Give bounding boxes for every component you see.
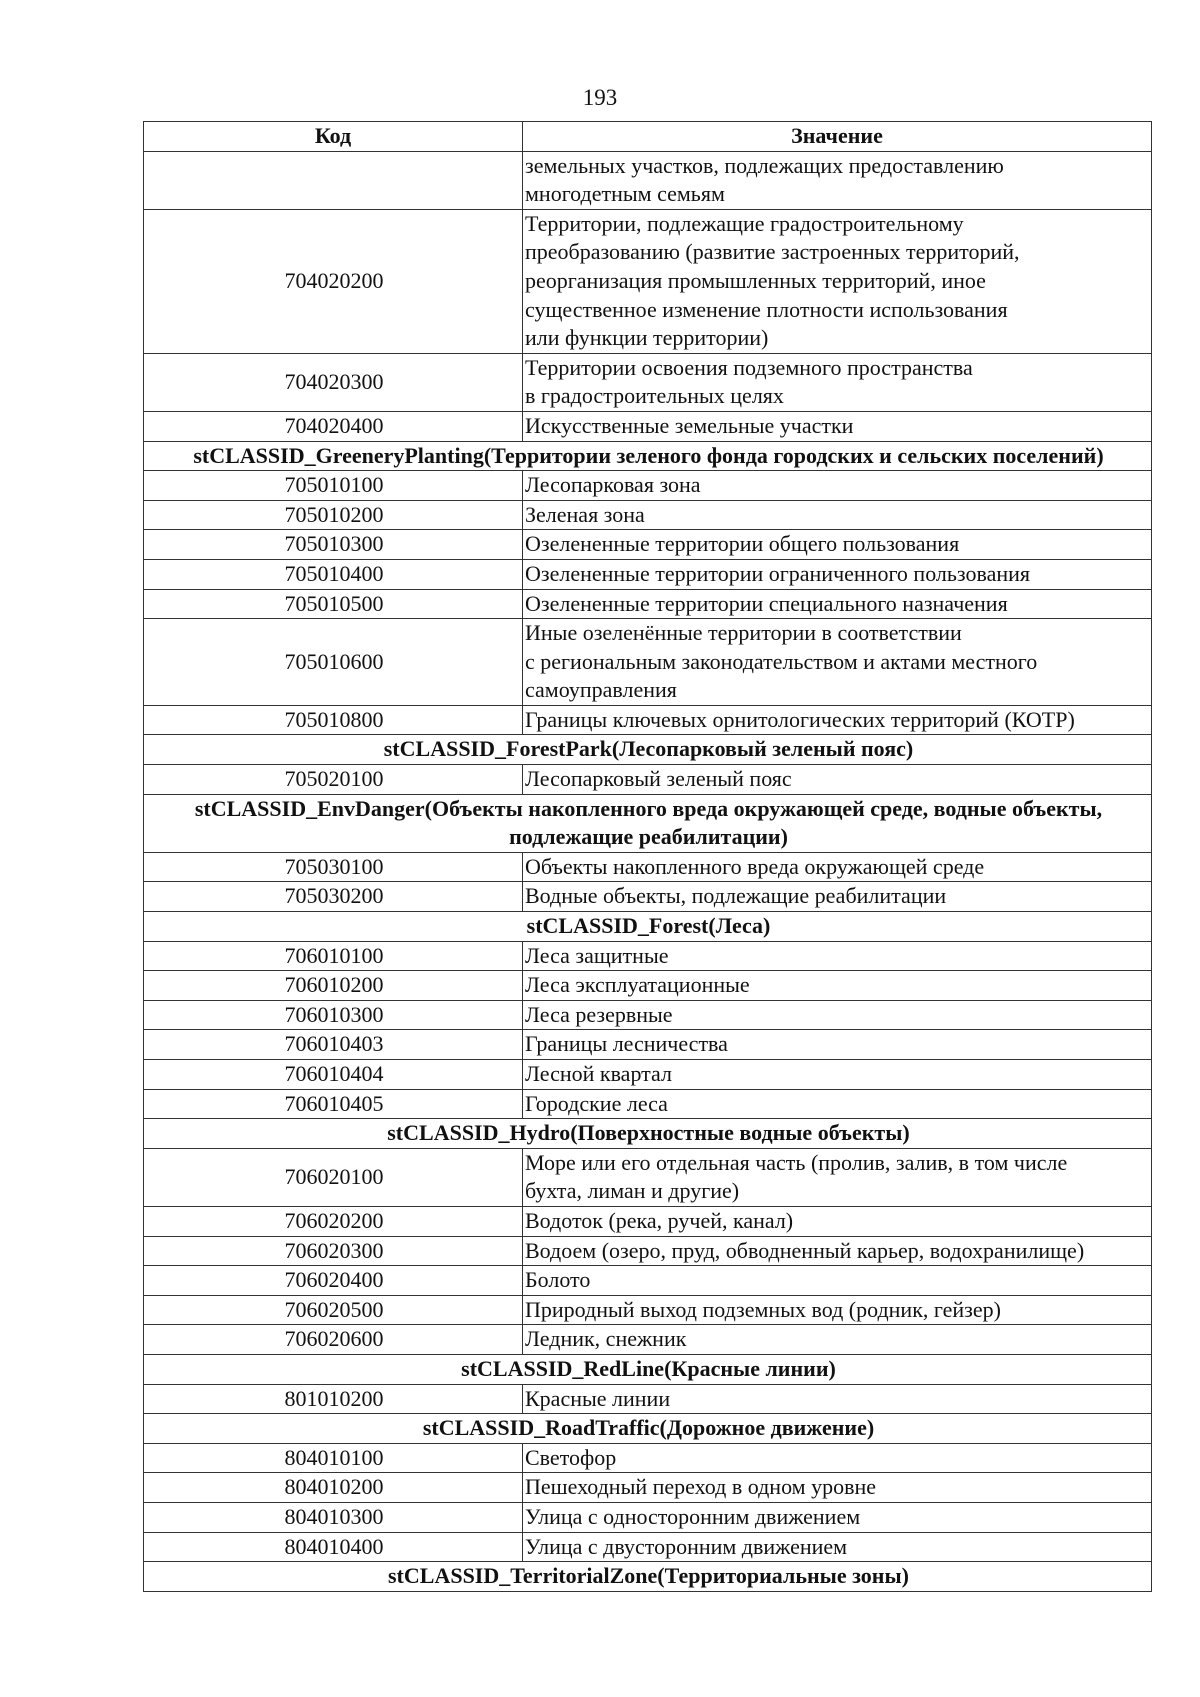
table-row [144, 559, 1152, 589]
value-cell: Территории освоения подземного пространства в градостроительных целях [523, 353, 1152, 411]
table-header [144, 122, 1152, 152]
table-row [144, 971, 1152, 1001]
section-title: stCLASSID_TerritorialZone(Территориальные зоны) [144, 1562, 1152, 1592]
value-cell: Ледник, снежник [523, 1325, 1152, 1355]
code-cell: 704020400 [144, 411, 523, 441]
code-cell: 804010400 [144, 1532, 523, 1562]
section-title: stCLASSID_RedLine(Красные линии) [144, 1354, 1152, 1384]
code-cell: 705010300 [144, 530, 523, 560]
value-cell: Городские леса [523, 1089, 1152, 1119]
table-row [144, 1502, 1152, 1532]
page-number: 193 [582, 85, 618, 110]
section-header-row [144, 1414, 1152, 1444]
table-row [144, 1000, 1152, 1030]
value-cell: Леса защитные [523, 941, 1152, 971]
header-row [144, 122, 1152, 152]
value-cell: Озелененные территории ограниченного пользования [523, 559, 1152, 589]
code-cell: 706010100 [144, 941, 523, 971]
code-cell: 801010200 [144, 1384, 523, 1414]
code-cell: 706010403 [144, 1030, 523, 1060]
code-cell: 706010404 [144, 1060, 523, 1090]
value-cell: Озелененные территории специального назначения [523, 589, 1152, 619]
value-cell: Объекты накопленного вреда окружающей среде [523, 852, 1152, 882]
code-cell: 706020100 [144, 1148, 523, 1206]
section-title: stCLASSID_EnvDanger(Объекты накопленного вреда окружающей среде, водные объекты, подлежащие реабилитации) [144, 794, 1152, 852]
value-cell: Зеленая зона [523, 500, 1152, 530]
code-cell: 705010600 [144, 619, 523, 706]
table-row [144, 852, 1152, 882]
table-row [144, 1473, 1152, 1503]
table-row [144, 705, 1152, 735]
value-cell: Лесной квартал [523, 1060, 1152, 1090]
section-title: stCLASSID_Hydro(Поверхностные водные объекты) [144, 1119, 1152, 1149]
value-cell: Границы ключевых орнитологических территорий (КОТР) [523, 705, 1152, 735]
table-row [144, 1206, 1152, 1236]
section-header-row [144, 1354, 1152, 1384]
value-cell: Водоем (озеро, пруд, обводненный карьер, водохранилище) [523, 1236, 1152, 1266]
value-cell: Озелененные территории общего пользования [523, 530, 1152, 560]
code-cell: 706020500 [144, 1295, 523, 1325]
section-header-row [144, 1119, 1152, 1149]
table-row [144, 471, 1152, 501]
table-row [144, 941, 1152, 971]
table-row [144, 530, 1152, 560]
table-row [144, 1443, 1152, 1473]
table-row [144, 1295, 1152, 1325]
table-row [144, 619, 1152, 706]
table-row [144, 411, 1152, 441]
value-cell: Водные объекты, подлежащие реабилитации [523, 882, 1152, 912]
value-cell: Море или его отдельная часть (пролив, залив, в том числе бухта, лиман и другие) [523, 1148, 1152, 1206]
value-cell: Пешеходный переход в одном уровне [523, 1473, 1152, 1503]
value-cell: Лесопарковая зона [523, 471, 1152, 501]
section-header-row [144, 1562, 1152, 1592]
value-cell: Территории, подлежащие градостроительному преобразованию (развитие застроенных территорий, реорганизация промышленных территорий, иное существенное изменение плотности использования или функции территории) [523, 209, 1152, 353]
table-row [144, 353, 1152, 411]
table-row [144, 1384, 1152, 1414]
table-body [144, 151, 1152, 1591]
value-cell: земельных участков, подлежащих предоставлению многодетным семьям [523, 151, 1152, 209]
classifier-table [143, 121, 1152, 1592]
code-cell: 705010100 [144, 471, 523, 501]
value-cell: Иные озеленённые территории в соответствии с региональным законодательством и актами местного самоуправления [523, 619, 1152, 706]
code-cell: 705020100 [144, 765, 523, 795]
value-cell: Леса эксплуатационные [523, 971, 1152, 1001]
code-cell: 804010200 [144, 1473, 523, 1503]
table-row [144, 589, 1152, 619]
code-cell: 705030100 [144, 852, 523, 882]
code-cell [144, 151, 523, 209]
column-header-value: Значение [523, 122, 1152, 152]
code-cell: 705030200 [144, 882, 523, 912]
code-cell: 705010400 [144, 559, 523, 589]
table-row [144, 1236, 1152, 1266]
value-cell: Лесопарковый зеленый пояс [523, 765, 1152, 795]
section-header-row [144, 912, 1152, 942]
code-cell: 704020300 [144, 353, 523, 411]
section-header-row [144, 735, 1152, 765]
table-row [144, 765, 1152, 795]
section-title: stCLASSID_ForestPark(Лесопарковый зеленый пояс) [144, 735, 1152, 765]
table-row [144, 500, 1152, 530]
value-cell: Искусственные земельные участки [523, 411, 1152, 441]
table-row [144, 1266, 1152, 1296]
code-cell: 706020300 [144, 1236, 523, 1266]
value-cell: Красные линии [523, 1384, 1152, 1414]
section-header-row [144, 794, 1152, 852]
table-row [144, 151, 1152, 209]
table-row [144, 1325, 1152, 1355]
value-cell: Улица с двусторонним движением [523, 1532, 1152, 1562]
column-header-code: Код [144, 122, 523, 152]
table-row [144, 1532, 1152, 1562]
value-cell: Болото [523, 1266, 1152, 1296]
code-cell: 706020200 [144, 1206, 523, 1236]
value-cell: Водоток (река, ручей, канал) [523, 1206, 1152, 1236]
value-cell: Светофор [523, 1443, 1152, 1473]
table-row [144, 1089, 1152, 1119]
code-cell: 706010200 [144, 971, 523, 1001]
code-cell: 706010300 [144, 1000, 523, 1030]
value-cell: Улица с односторонним движением [523, 1502, 1152, 1532]
code-cell: 706020400 [144, 1266, 523, 1296]
code-cell: 804010100 [144, 1443, 523, 1473]
section-title: stCLASSID_RoadTraffic(Дорожное движение) [144, 1414, 1152, 1444]
code-cell: 705010500 [144, 589, 523, 619]
code-cell: 706010405 [144, 1089, 523, 1119]
section-header-row [144, 441, 1152, 471]
value-cell: Леса резервные [523, 1000, 1152, 1030]
section-title: stCLASSID_Forest(Леса) [144, 912, 1152, 942]
table-row [144, 1060, 1152, 1090]
section-title: stCLASSID_GreeneryPlanting(Территории зеленого фонда городских и сельских поселений) [144, 441, 1152, 471]
code-cell: 706020600 [144, 1325, 523, 1355]
table-row [144, 1030, 1152, 1060]
value-cell: Границы лесничества [523, 1030, 1152, 1060]
code-cell: 705010800 [144, 705, 523, 735]
code-cell: 705010200 [144, 500, 523, 530]
table-row [144, 882, 1152, 912]
code-cell: 804010300 [144, 1502, 523, 1532]
table-row [144, 1148, 1152, 1206]
code-cell: 704020200 [144, 209, 523, 353]
table-row [144, 209, 1152, 353]
value-cell: Природный выход подземных вод (родник, гейзер) [523, 1295, 1152, 1325]
